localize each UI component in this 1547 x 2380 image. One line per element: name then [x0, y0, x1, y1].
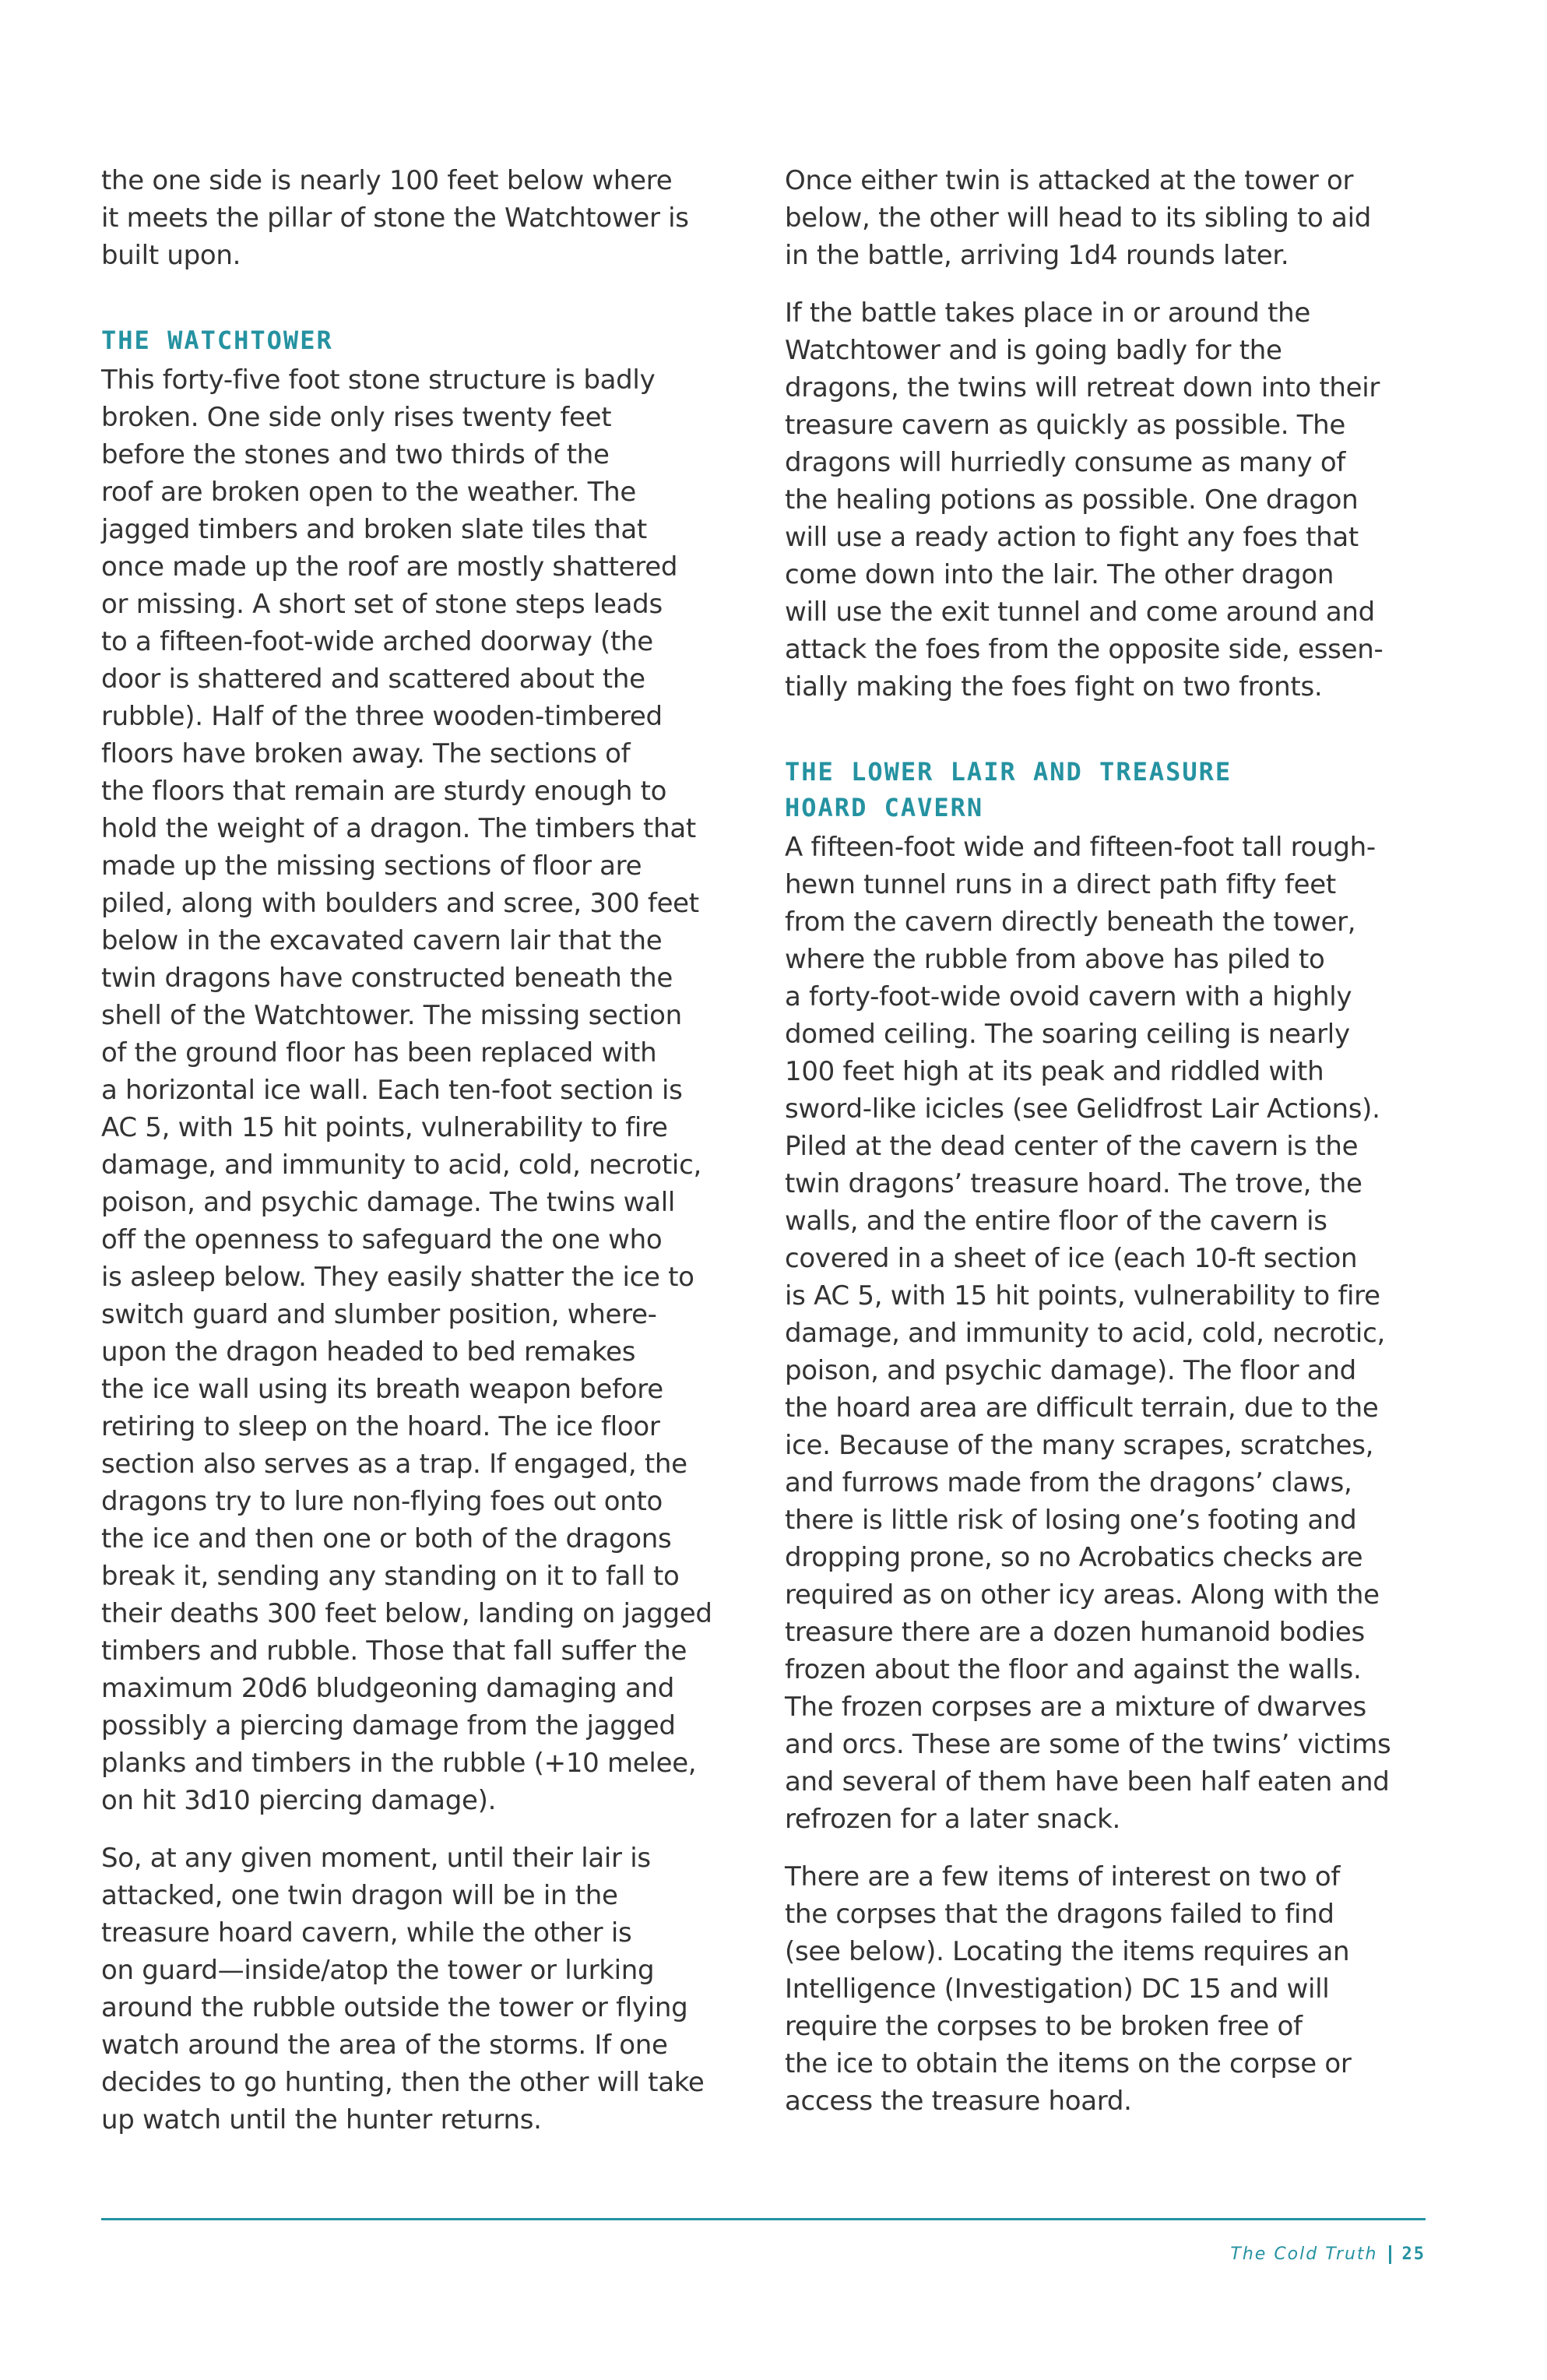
paragraph: A fifteen-foot wide and fifteen-foot tall rough- hewn tunnel runs in a direct path fifty feet from the cavern directly beneath the tower, where the rubble from above has piled to a forty-foot-wide ovoid cavern with a highly domed ceiling. The soaring ceiling is nearly 100 feet high at its peak and riddled with sword-like icicles (see Gelidfrost Lair Actions). Piled at the dead center of the cavern is the twin dragons’ treasure hoard. The trove, the walls, and the entire floor of the cavern is covered in a sheet of ice (each 10-ft section is AC 5, with 15 hit points, vulnerability to fire damage, and immunity to acid, cold, necrotic, poison, and psychic damage). The floor and the hoard area are difficult terrain, due to the ice. Because of the many scrapes, scratches, and furrows made from the dragons’ claws, there is little risk of losing one’s footing and dropping prone, so no Acrobatics checks are required as on other icy areas. Along with the treasure there are a dozen humanoid bodies frozen about the floor and against the walls. The frozen corpses are a mixture of dwarves and orcs. These are some of the twins’ victims and several of them have been half eaten and refrozen for a later snack.	[785, 832, 1391, 1835]
footer-book-title: The Cold Truth	[1230, 2244, 1378, 2264]
page-footer	[1230, 2244, 1426, 2264]
left-column	[101, 162, 759, 2139]
paragraph: Once either twin is attacked at the tower or below, the other will head to its sibling to aid in the battle, arriving 1d4 rounds later.	[785, 165, 1372, 271]
section-heading-lower-lair: THE LOWER LAIR AND TREASURE HOARD CAVERN	[785, 757, 1232, 822]
page-number: 25	[1401, 2244, 1426, 2264]
right-column	[785, 162, 1443, 2120]
paragraph: the one side is nearly 100 feet below where it meets the pillar of stone the Watchtower is built upon.	[101, 165, 689, 271]
section-heading-watchtower: THE WATCHTOWER	[101, 326, 333, 355]
paragraph: If the battle takes place in or around the Watchtower and is going badly for the dragons, the twins will retreat down into their treasure cavern as quickly as possible. The dragons will hurriedly consume as many of the healing potions as possible. One dragon will use a ready action to fight any foes that come down into the lair. The other dragon will use the exit tunnel and come around and attack the foes from the opposite side, essen- tially making the foes fight on two fronts.	[785, 298, 1384, 702]
paragraph: There are a few items of interest on two of the corpses that the dragons failed to find (see below). Locating the items requires an Intelligence (Investigation) DC 15 and will require the corpses to be broken free of the ice to obtain the items on the corpse or access the treasure hoard.	[785, 1861, 1352, 2117]
paragraph: This forty-five foot stone structure is badly broken. One side only rises twenty feet before the stones and two thirds of the roof are broken open to the weather. The jagged timbers and broken slate tiles that once made up the roof are mostly shattered or missing. A short set of stone steps leads to a fifteen-foot-wide arched doorway (the door is shattered and scattered about the rubble). Half of the three wooden-timbered floors have broken away. The sections of the floors that remain are sturdy enough to hold the weight of a dragon. The timbers that made up the missing sections of floor are piled, along with boulders and scree, 300 feet below in the excavated cavern lair that the twin dragons have constructed beneath the shell of the Watchtower. The missing section of the ground floor has been replaced with a horizontal ice wall. Each ten-foot section is AC 5, with 15 hit points, vulnerability to fire damage, and immunity to acid, cold, necrotic, poison, and psychic damage. The twins wall off the openness to safeguard the one who is asleep below. They easily shatter the ice to switch guard and slumber position, where- upon the dragon headed to bed remakes the ice wall using its breath weapon before retiring to sleep on the hoard. The ice floor section also serves as a trap. If engaged, the dragons try to lure non-flying foes out onto the ice and then one or both of the dragons break it, sending any standing on it to fall to their deaths 300 feet below, landing on jagged timbers and rubble. Those that fall suffer the maximum 20d6 bludgeoning damaging and possibly a piercing damage from the jagged planks and timbers in the rubble (+10 melee, on hit 3d10 piercing damage).	[101, 364, 712, 1816]
footer-divider	[101, 2218, 1426, 2220]
paragraph: So, at any given moment, until their lair is attacked, one twin dragon will be in the treasure hoard cavern, while the other is on guard—inside/atop the tower or lurking around the rubble outside the tower or flying watch around the area of the storms. If one decides to go hunting, then the other will take up watch until the hunter returns.	[101, 1843, 705, 2135]
footer-separator	[1389, 2245, 1391, 2264]
